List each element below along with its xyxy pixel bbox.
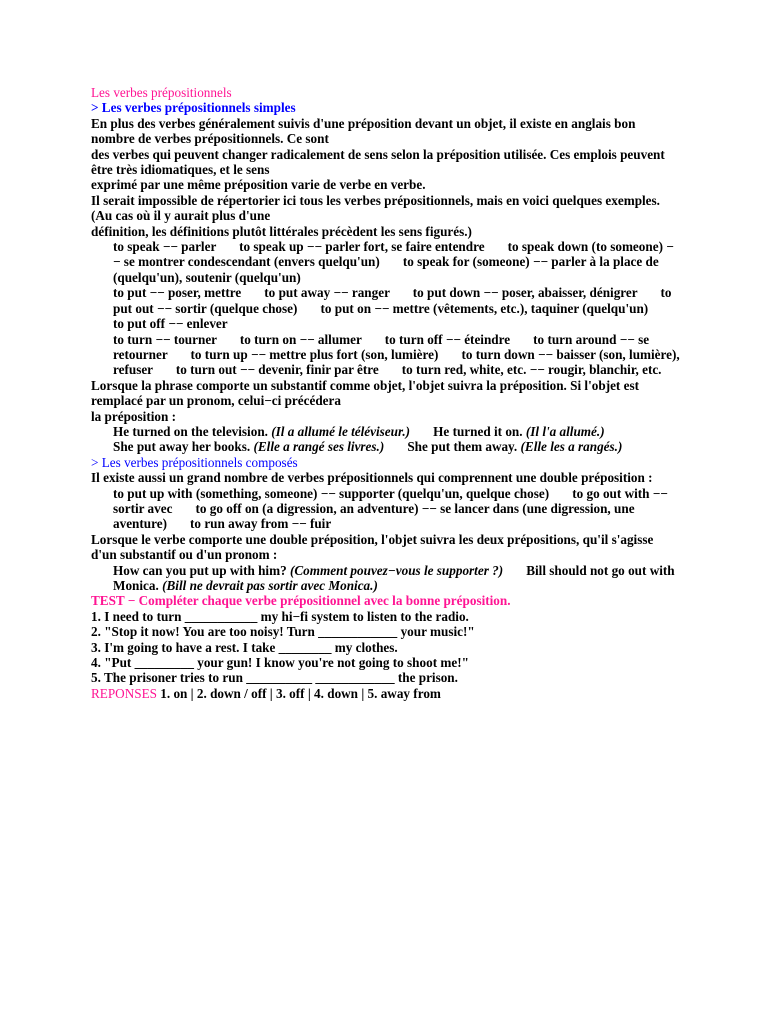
answers-text: 1. on | 2. down / off | 3. off | 4. down | 5. away from (156, 685, 441, 701)
answers-line (91, 686, 681, 701)
examples-speak: to speak −− parler to speak up −− parler fort, se faire entendre to speak down (to someone) −− se montrer condescendant (envers quelqu'un) to speak for (someone) −− parler à la place de (quelqu'un), soutenir (quelqu'un) (113, 239, 674, 285)
paragraph-object-rule-1: Lorsque la phrase comporte un substantif comme objet, l'objet suivra la préposition. Si l'objet est remplacé par un pronom, celui−ci précédera (91, 377, 643, 409)
paragraph-list-intro-2: définition, les définitions plutôt littérales précèdent les sens figurés.) (91, 223, 472, 239)
example-english: Bill should not go out with Monica. (113, 562, 678, 593)
paragraph-intro-2: des verbes qui peuvent changer radicalement de sens selon la préposition utilisée. Ces emplois peuvent être très idiomatiques, et le sens (91, 146, 669, 178)
examples-put: to put −− poser, mettre to put away −− ranger to put down −− poser, abaisser, dénigrer to put out −− sortir (quelque chose) to put on −− mettre (vêtements, etc.), taquiner (quelqu'un) to put off −− enlever (113, 285, 675, 332)
test-question-1: 1. I need to turn ___________ my hi−fi system to listen to the radio. (91, 608, 469, 624)
example-french: (Comment pouvez−vous le supporter ?) (289, 562, 504, 578)
example-french: (Bill ne devrait pas sortir avec Monica.) (162, 578, 378, 593)
example-english: She put them away. (384, 439, 521, 455)
example-english: How can you put up with him? (113, 562, 290, 578)
paragraph-compound-intro: Il existe aussi un grand nombre de verbes prépositionnels qui comprennent une double préposition : (91, 470, 653, 486)
example-french: (Elle les a rangés.) (520, 439, 623, 455)
example-english: She put away her books. (113, 439, 254, 455)
examples-turn: to turn −− tourner to turn on −− allumer to turn off −− éteindre to turn around −− se retourner to turn up −− mettre plus fort (son, lumière) to turn down −− baisser (son, lumière), refuser to turn out −− devenir, finir par être to turn red, white, etc. −− rougir, blanchir, etc. (113, 331, 683, 378)
paragraph-object-rule-2: la préposition : (91, 408, 176, 424)
answers-label: REPONSES (91, 685, 157, 701)
section-heading-simple: > Les verbes prépositionnels simples (91, 100, 296, 116)
paragraph-intro-1: En plus des verbes généralement suivis d'une préposition devant un objet, il existe en anglais bon nombre de verbes prépositionnels. Ce sont (91, 115, 639, 147)
document-body (91, 85, 681, 701)
doc-title: Les verbes prépositionnels (91, 85, 232, 100)
paragraph-intro-3: exprimé par une même préposition varie de verbe en verbe. (91, 177, 426, 193)
section-heading-compound: > Les verbes prépositionnels composés (91, 454, 298, 470)
example-english: He turned on the television. (113, 423, 272, 439)
example-row-1 (91, 424, 681, 439)
test-question-3: 3. I'm going to have a rest. I take ________ my clothes. (91, 639, 398, 655)
example-row-3 (91, 563, 681, 594)
example-english: He turned it on. (410, 423, 526, 439)
examples-double: to put up with (something, someone) −− supporter (quelqu'un, quelque chose) to go out with −− sortir avec to go off on (a digression, an adventure) −− se lancer dans (une digression, une aventure) to run away from −− fuir (113, 485, 672, 532)
test-heading: TEST − Compléter chaque verbe prépositionnel avec la bonne préposition. (91, 593, 511, 609)
example-french: (Il l'a allumé.) (525, 423, 605, 439)
example-french: (Il a allumé le téléviseur.) (271, 423, 411, 439)
test-question-4: 4. "Put _________ your gun! I know you're not going to shoot me!" (91, 655, 469, 671)
test-question-2: 2. "Stop it now! You are too noisy! Turn ____________ your music!" (91, 624, 475, 640)
example-row-2 (91, 439, 681, 454)
example-french: (Elle a rangé ses livres.) (253, 439, 385, 455)
test-question-5: 5. The prisoner tries to run __________ ____________ the prison. (91, 670, 458, 686)
paragraph-double-rule: Lorsque le verbe comporte une double préposition, l'objet suivra les deux prépositions, qu'il s'agisse d'un substantif ou d'un pronom : (91, 531, 657, 563)
paragraph-list-intro-1: Il serait impossible de répertorier ici tous les verbes prépositionnels, mais en voici quelques exemples. (Au cas où il y aurait plus d'une (91, 192, 664, 224)
